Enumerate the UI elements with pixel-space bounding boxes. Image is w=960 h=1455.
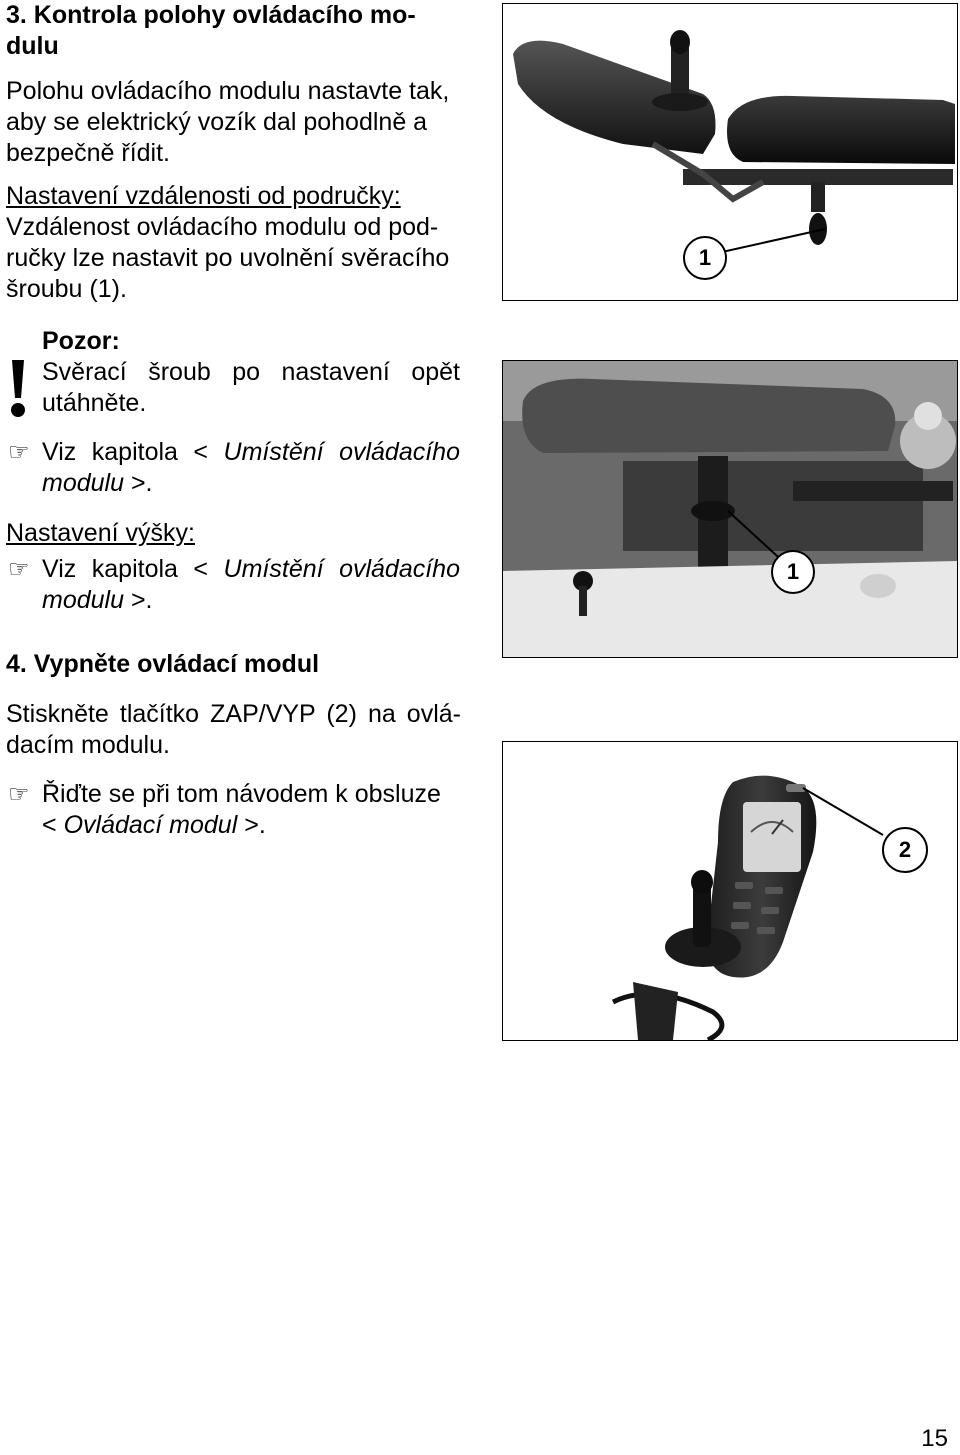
warning-line1: Svěrací šroub po nastavení opět — [42, 358, 460, 386]
figure-clamp-screw-detail — [502, 360, 958, 658]
reference-2-suffix: >. — [130, 586, 153, 614]
warning-exclamation-icon — [6, 360, 30, 420]
figure-control-module-arm — [502, 3, 958, 301]
distance-line3: šroubu (1). — [6, 275, 127, 303]
intro-line3: bezpečně řídit. — [6, 139, 170, 167]
warning-title: Pozor: — [42, 327, 120, 355]
figure-handheld-control-module — [502, 741, 958, 1041]
reference-3-chapter: Ovládací modul — [63, 811, 238, 839]
distance-block — [6, 181, 461, 305]
reference-2-prefix: Viz kapitola < — [42, 555, 209, 583]
height-title: Nastavení výšky: — [6, 519, 195, 547]
reference-1-line2 — [42, 468, 460, 499]
callout-1-top: 1 — [683, 236, 727, 280]
section4-heading: 4. Vypněte ovládací modul — [6, 650, 320, 678]
reference-3-prefix: < — [42, 811, 57, 839]
reference-1-chapter: Umístění ovládacího — [223, 438, 460, 466]
reference-1-suffix: >. — [130, 469, 153, 497]
control-module-arm-illustration — [503, 4, 957, 300]
section4-body-line2: dacím modulu. — [6, 731, 170, 759]
distance-line2: ručky lze nastavit po uvolnění svěracího — [6, 244, 450, 272]
reference-3-line1: Řiďte se při tom návodem k obsluze — [42, 780, 441, 808]
reference-3-line2 — [42, 810, 460, 841]
callout-1-mid: 1 — [771, 550, 815, 594]
reference-1-chapter-end: modulu — [42, 469, 124, 497]
section3-heading-line2: dulu — [6, 32, 59, 60]
section3-intro — [6, 76, 461, 169]
reference-2-line2 — [42, 585, 460, 616]
reference-3[interactable] — [42, 779, 460, 841]
intro-line2: aby se elektrický vozík dal pohodlně a — [6, 108, 428, 136]
handheld-module-illustration — [503, 742, 957, 1040]
reference-2-chapter: Umístění ovládacího — [223, 555, 460, 583]
section3-heading — [6, 0, 461, 62]
pointing-hand-icon: ☞ — [8, 781, 30, 808]
intro-line1: Polohu ovládacího modulu nastavte tak, — [6, 77, 450, 105]
clamp-screw-illustration — [503, 361, 957, 657]
reference-1-prefix: Viz kapitola < — [42, 438, 209, 466]
warning-block — [42, 326, 460, 419]
section3-heading-line1: 3. Kontrola polohy ovládacího mo- — [6, 1, 416, 29]
page-number: 15 — [921, 1425, 948, 1452]
pointing-hand-icon: ☞ — [8, 556, 30, 583]
reference-1-line1 — [42, 437, 460, 468]
reference-1[interactable] — [42, 437, 460, 499]
section4-body-line1: Stiskněte tlačítko ZAP/VYP (2) na ovlá- — [6, 700, 461, 728]
warning-line2: utáhněte. — [42, 389, 147, 417]
callout-2: 2 — [882, 827, 928, 873]
section4-body — [6, 699, 461, 761]
distance-line1: Vzdálenost ovládacího modulu od pod- — [6, 213, 439, 241]
reference-2-line1 — [42, 554, 460, 585]
distance-title: Nastavení vzdálenosti od područky: — [6, 182, 401, 210]
pointing-hand-icon: ☞ — [8, 439, 30, 466]
reference-3-suffix: >. — [244, 811, 266, 839]
reference-2-chapter-end: modulu — [42, 586, 124, 614]
reference-2[interactable] — [42, 554, 460, 616]
